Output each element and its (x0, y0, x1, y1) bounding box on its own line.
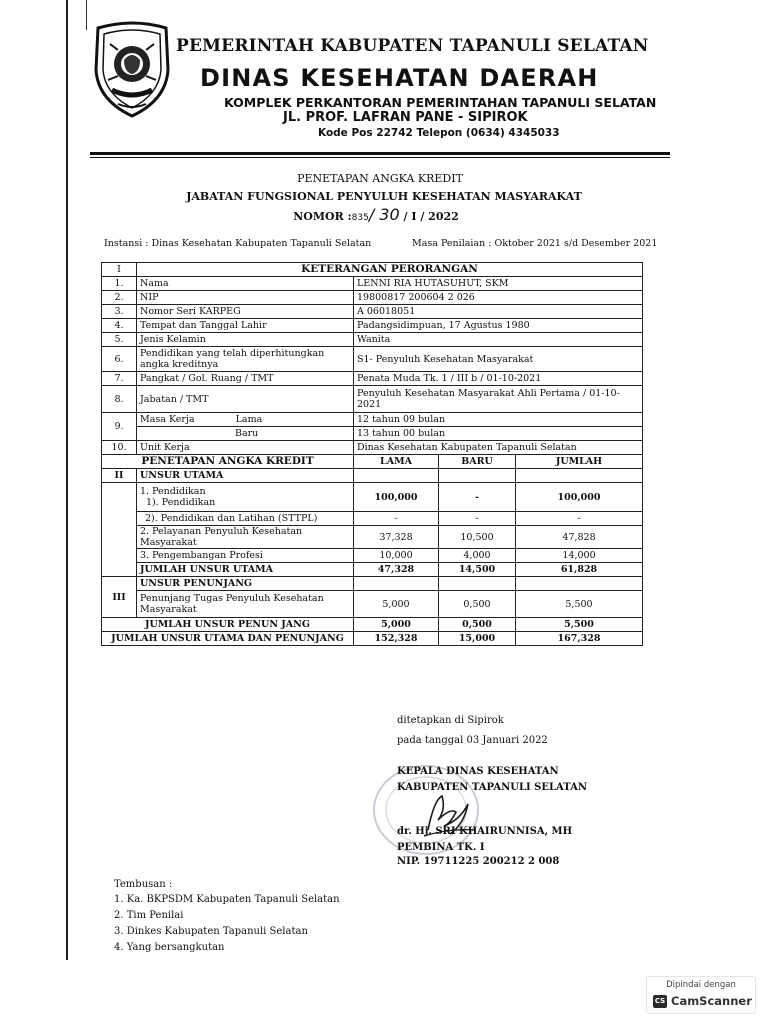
row-number: 2. (102, 291, 137, 305)
section-number: III (102, 577, 137, 618)
value-lama: 47,328 (354, 563, 439, 577)
table-row (102, 413, 643, 427)
row-label: Jenis Kelamin (137, 333, 354, 347)
empty-cell (354, 577, 439, 591)
table-row (102, 427, 643, 441)
value-baru: 4,000 (439, 549, 516, 563)
col-header-baru: BARU (439, 455, 516, 469)
table-row (102, 386, 643, 413)
empty-cell (516, 577, 643, 591)
masa-lama-label: Lama (235, 414, 263, 425)
section-header-row (102, 577, 643, 591)
nomor-prefix: NOMOR : (293, 210, 352, 223)
row-label: Nomor Seri KARPEG (137, 305, 354, 319)
masa-penilaian-text: Masa Penilaian : Oktober 2021 s/d Desember 2021 (412, 238, 658, 249)
value-lama: 152,328 (354, 632, 439, 646)
header-rule-thin (90, 157, 670, 158)
row-label (137, 413, 354, 427)
table-row (102, 277, 643, 291)
row-value: Dinas Kesehatan Kabupaten Tapanuli Selatan (354, 441, 643, 455)
row-number: 10. (102, 441, 137, 455)
row-value: 19800817 200604 2 026 (354, 291, 643, 305)
nomor-handwritten-small: 835 (351, 213, 369, 223)
signed-date: pada tanggal 03 Januari 2022 (397, 735, 548, 746)
table-row (102, 305, 643, 319)
table-row (102, 526, 643, 549)
table-row (102, 347, 643, 372)
signer-title-1: KEPALA DINAS KESEHATAN (397, 766, 559, 777)
value-baru: 0,500 (439, 618, 516, 632)
row-value: A 06018051 (354, 305, 643, 319)
header-postal: Kode Pos 22742 Telepon (0634) 4345033 (318, 127, 560, 139)
regency-coat-of-arms-logo (88, 20, 176, 120)
value-baru: - (439, 483, 516, 512)
nomor-handwritten: / 30 (368, 205, 400, 224)
value-baru: 10,500 (439, 526, 516, 549)
credit-header-title: PENETAPAN ANGKA KREDIT (102, 455, 354, 469)
watermark-caption: Dipindai dengan (666, 980, 736, 990)
camscanner-watermark (646, 976, 756, 1014)
table-row (102, 483, 643, 512)
col-header-lama: LAMA (354, 455, 439, 469)
table-row (102, 319, 643, 333)
instansi-text: Instansi : Dinas Kesehatan Kabupaten Tapanuli Selatan (104, 238, 372, 249)
row-value: S1- Penyuluh Kesehatan Masyarakat (354, 347, 643, 372)
row-number: 8. (102, 386, 137, 413)
header-street: JL. PROF. LAFRAN PANE - SIPIROK (283, 110, 528, 125)
value-baru: 0,500 (439, 591, 516, 618)
value-jumlah: - (516, 512, 643, 526)
row-label: JUMLAH UNSUR UTAMA DAN PENUNJANG (102, 632, 354, 646)
table-row (102, 441, 643, 455)
row-number: 7. (102, 372, 137, 386)
section-title: KETERANGAN PERORANGAN (137, 263, 643, 277)
row-label: NIP (137, 291, 354, 305)
tembusan-item: 1. Ka. BKPSDM Kabupaten Tapanuli Selatan (114, 894, 340, 905)
row-label: Pendidikan yang telah diperhitungkan angka kreditnya (137, 347, 354, 372)
col-header-jumlah: JUMLAH (516, 455, 643, 469)
signed-place: ditetapkan di Sipirok (397, 715, 504, 726)
table-row (102, 549, 643, 563)
total-row (102, 632, 643, 646)
value-baru: 14,500 (439, 563, 516, 577)
value-jumlah: 61,828 (516, 563, 643, 577)
masa-kerja-label: Masa Kerja (140, 414, 195, 425)
page-edge (66, 0, 68, 960)
row-label (137, 427, 354, 441)
row-label: Nama (137, 277, 354, 291)
row-value: Padangsidimpuan, 17 Agustus 1980 (354, 319, 643, 333)
row-label: 3. Pengembangan Profesi (137, 549, 354, 563)
header-government: PEMERINTAH KABUPATEN TAPANULI SELATAN (176, 36, 649, 56)
table-row (102, 512, 643, 526)
row-number: 4. (102, 319, 137, 333)
row-label: Penunjang Tugas Penyuluh Kesehatan Masyarakat (137, 591, 354, 618)
value-lama: 37,328 (354, 526, 439, 549)
value-jumlah: 167,328 (516, 632, 643, 646)
section-number: II (102, 469, 137, 483)
row-number: 6. (102, 347, 137, 372)
row-number: 5. (102, 333, 137, 347)
table-row (102, 591, 643, 618)
signer-name: dr. Hj. SRI KHAIRUNNISA, MH (397, 826, 573, 837)
value-lama: 10,000 (354, 549, 439, 563)
empty-cell (439, 577, 516, 591)
doc-number (0, 205, 760, 224)
doc-title: PENETAPAN ANGKA KREDIT (297, 172, 463, 185)
row-label: JUMLAH UNSUR PENUN JANG (102, 618, 354, 632)
value-jumlah: 5,500 (516, 591, 643, 618)
value-jumlah: 5,500 (516, 618, 643, 632)
empty-cell (516, 469, 643, 483)
doc-subtitle: JABATAN FUNGSIONAL PENYULUH KESEHATAN MASYARAKAT (186, 190, 582, 203)
section-number: I (102, 263, 137, 277)
header-complex: KOMPLEK PERKANTORAN PEMERINTAHAN TAPANULI SELATAN (224, 95, 657, 110)
row-label: Tempat dan Tanggal Lahir (137, 319, 354, 333)
camscanner-icon: CS (653, 995, 667, 1008)
row-value: Penyuluh Kesehatan Masyarakat Ahli Pertama / 01-10-2021 (354, 386, 643, 413)
tembusan-item: 3. Dinkes Kabupaten Tapanuli Selatan (114, 926, 308, 937)
empty-cell (439, 469, 516, 483)
credit-table (101, 262, 643, 646)
section-title: UNSUR PENUNJANG (137, 577, 354, 591)
row-label: JUMLAH UNSUR UTAMA (137, 563, 354, 577)
section-header-row (102, 469, 643, 483)
table-row (102, 372, 643, 386)
signer-nip: NIP. 19711225 200212 2 008 (397, 856, 560, 867)
watermark-brand: CamScanner (671, 994, 752, 1008)
row-value: Wanita (354, 333, 643, 347)
signer-title-2: KABUPATEN TAPANULI SELATAN (397, 782, 588, 793)
table-row (102, 333, 643, 347)
row-label: Unit Kerja (137, 441, 354, 455)
section-title: UNSUR UTAMA (137, 469, 354, 483)
row-value: 13 tahun 00 bulan (354, 427, 643, 441)
empty-cell (102, 483, 137, 577)
value-lama: 5,000 (354, 618, 439, 632)
row-number: 3. (102, 305, 137, 319)
tembusan-item: 4. Yang bersangkutan (114, 942, 225, 953)
value-lama: 5,000 (354, 591, 439, 618)
row-label (137, 483, 354, 512)
empty-cell (354, 469, 439, 483)
value-jumlah: 100,000 (516, 483, 643, 512)
value-baru: - (439, 512, 516, 526)
pendidikan-sub-label: 1). Pendidikan (146, 497, 216, 508)
row-number: 1. (102, 277, 137, 291)
row-label: 2. Pelayanan Penyuluh Kesehatan Masyarakat (137, 526, 354, 549)
value-lama: 100,000 (354, 483, 439, 512)
row-label: Pangkat / Gol. Ruang / TMT (137, 372, 354, 386)
section-header-row (102, 263, 643, 277)
row-label: 2). Pendidikan dan Latihan (STTPL) (137, 512, 354, 526)
nomor-suffix: / I / 2022 (403, 210, 459, 223)
row-label: Jabatan / TMT (137, 386, 354, 413)
tembusan-item: 2. Tim Penilai (114, 910, 184, 921)
value-lama: - (354, 512, 439, 526)
row-value: Penata Muda Tk. 1 / III b / 01-10-2021 (354, 372, 643, 386)
signer-rank: PEMBINA TK. I (397, 842, 485, 853)
row-number: 9. (102, 413, 137, 441)
header-agency: DINAS KESEHATAN DAERAH (200, 64, 599, 92)
masa-baru-label: Baru (235, 428, 259, 439)
row-value: 12 tahun 09 bulan (354, 413, 643, 427)
pendidikan-label: 1. Pendidikan (140, 486, 206, 497)
header-rule-thick (90, 152, 670, 155)
value-baru: 15,000 (439, 632, 516, 646)
credit-header-row (102, 455, 643, 469)
row-value: LENNI RIA HUTASUHUT, SKM (354, 277, 643, 291)
subtotal-row (102, 618, 643, 632)
value-jumlah: 14,000 (516, 549, 643, 563)
value-jumlah: 47,828 (516, 526, 643, 549)
tembusan-title: Tembusan : (114, 879, 173, 890)
subtotal-row (102, 563, 643, 577)
table-row (102, 291, 643, 305)
